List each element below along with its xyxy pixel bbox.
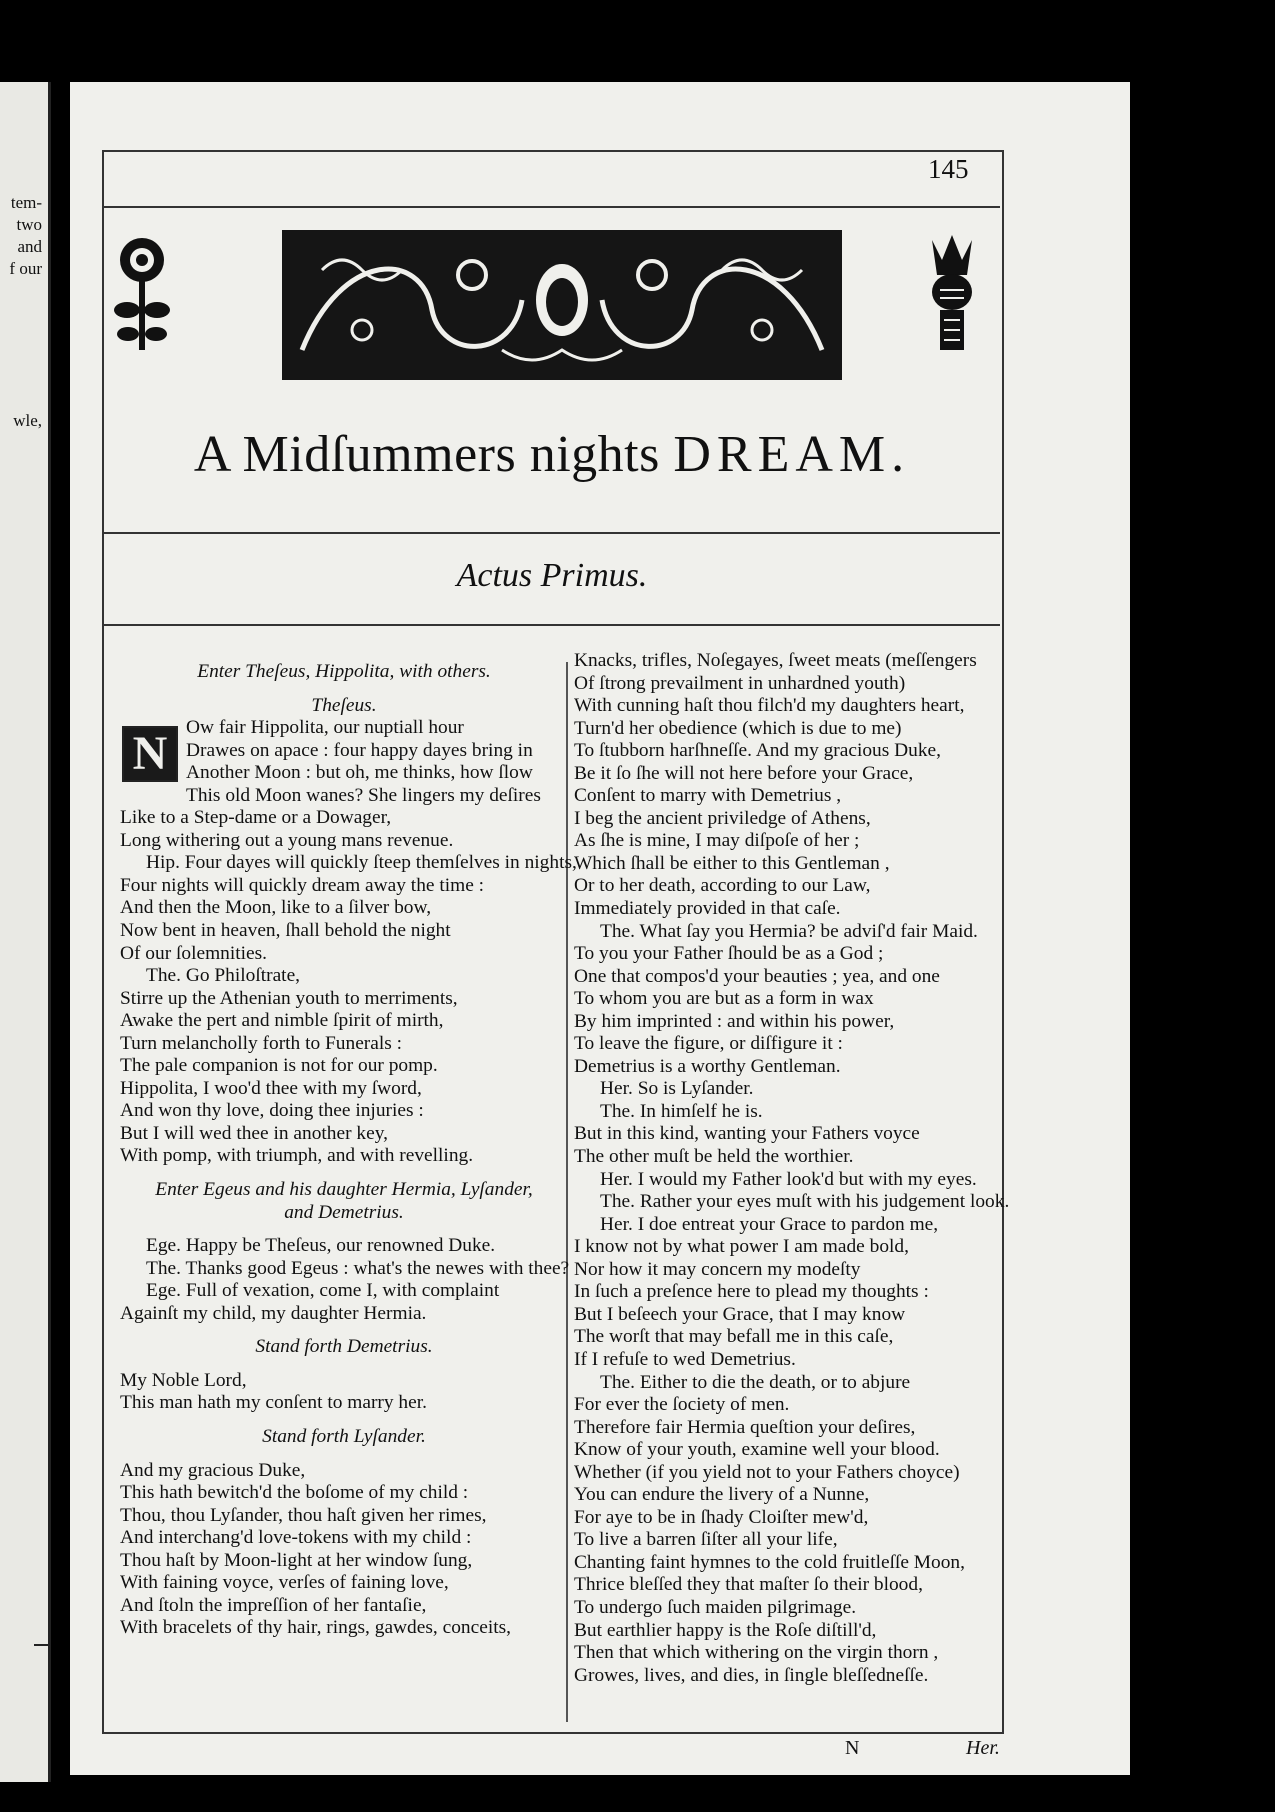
text-line: To whom you are but as a form in wax xyxy=(574,988,874,1010)
text-line: I know not by what power I am made bold, xyxy=(574,1236,909,1258)
text-line: The. Rather your eyes muſt with his judgement look. xyxy=(600,1191,1010,1213)
line-gap xyxy=(120,1325,568,1336)
text-line: The. What ſay you Hermia? be adviſ'd fair Maid. xyxy=(600,920,978,942)
act-heading: Actus Primus. xyxy=(456,557,648,594)
text-line: Ow fair Hippolita, our nuptiall hour xyxy=(186,717,464,739)
text-line: And won thy love, doing thee injuries : xyxy=(120,1100,424,1122)
text-line: Thrice bleſſed they that maſter ſo their blood, xyxy=(574,1574,923,1596)
text-line: Of our ſolemnities. xyxy=(120,942,268,964)
text-line: You can endure the livery of a Nunne, xyxy=(574,1484,870,1506)
text-line: And my gracious Duke, xyxy=(120,1459,306,1481)
header-rule xyxy=(102,206,1000,208)
line-gap xyxy=(120,1224,568,1235)
text-line: Four nights will quickly dream away the time : xyxy=(120,874,485,896)
text-line: Stirre up the Athenian youth to merriments, xyxy=(120,987,458,1009)
adjacent-page-fragment: two xyxy=(16,215,42,234)
text-line: To leave the figure, or diſfigure it : xyxy=(574,1033,843,1055)
text-line: But in this kind, wanting your Fathers voyce xyxy=(574,1123,920,1145)
stage-direction: Enter Egeus and his daughter Hermia, Lyſander, xyxy=(155,1179,533,1201)
adjacent-page-rule xyxy=(34,1644,48,1646)
text-line: And interchang'd love-tokens with my child : xyxy=(120,1527,472,1549)
line-gap xyxy=(120,1449,568,1460)
text-line: To undergo ſuch maiden pilgrimage. xyxy=(574,1596,857,1618)
text-line: Her. So is Lyſander. xyxy=(600,1078,754,1100)
flower-ornament-icon xyxy=(112,230,172,360)
text-line: Turn melancholly forth to Funerals : xyxy=(120,1032,403,1054)
text-line: Thou, thou Lyſander, thou haſt given her rimes, xyxy=(120,1504,487,1526)
thistle-ornament-icon xyxy=(922,230,982,360)
line-gap xyxy=(120,1415,568,1426)
text-line: My Noble Lord, xyxy=(120,1369,247,1391)
text-line: Like to a Step-dame or a Dowager, xyxy=(120,807,392,829)
text-line: Ege. Happy be Theſeus, our renowned Duke. xyxy=(146,1235,496,1257)
act-rule xyxy=(102,624,1000,626)
signature-mark: N xyxy=(845,1737,860,1759)
title-rule xyxy=(102,532,1000,534)
text-line: Another Moon : but oh, me thinks, how ſlow xyxy=(186,762,533,784)
text-line: With faining voyce, verſes of faining love, xyxy=(120,1572,449,1594)
right-text-column xyxy=(574,650,1026,1687)
text-line: Which ſhall be either to this Gentleman , xyxy=(574,852,890,874)
text-line: And ſtoln the impreſſion of her fantaſie, xyxy=(120,1594,427,1616)
text-line: To live a barren ſiſter all your life, xyxy=(574,1529,838,1551)
line-gap xyxy=(120,1359,568,1370)
adjacent-page-fragment: f our xyxy=(9,259,42,278)
text-line: The. Thanks good Egeus : what's the newes with thee? xyxy=(146,1257,570,1279)
text-line: Immediately provided in that caſe. xyxy=(574,898,841,920)
text-line: Hippolita, I woo'd thee with my ſword, xyxy=(120,1077,422,1099)
drop-cap: N xyxy=(122,726,178,782)
text-line: The pale companion is not for our pomp. xyxy=(120,1055,438,1077)
play-title xyxy=(102,425,1002,484)
text-line: I beg the ancient priviledge of Athens, xyxy=(574,807,871,829)
adjacent-page-fragment: and xyxy=(17,237,42,256)
text-line: But earthlier happy is the Roſe diſtill'd, xyxy=(574,1619,877,1641)
text-line: To you your Father ſhould be as a God ; xyxy=(574,943,884,965)
text-line: Drawes on apace : four happy dayes bring in xyxy=(186,739,533,761)
stage-direction: Theſeus. xyxy=(311,694,377,716)
text-line: This hath bewitch'd the boſome of my child : xyxy=(120,1482,469,1504)
play-title-dream: DREAM. xyxy=(673,426,911,483)
text-line: Chanting faint hymnes to the cold fruitleſſe Moon, xyxy=(574,1551,965,1573)
text-line: Her. I doe entreat your Grace to pardon me, xyxy=(600,1213,939,1235)
text-line: The other muſt be held the worthier. xyxy=(574,1146,854,1168)
text-line: Know of your youth, examine well your blood. xyxy=(574,1439,940,1461)
adjacent-page-edge xyxy=(0,82,51,1782)
play-title-main: A Midſummers nights xyxy=(193,426,660,483)
text-line: This man hath my conſent to marry her. xyxy=(120,1392,427,1414)
text-line: Long withering out a young mans revenue. xyxy=(120,829,454,851)
text-line: As ſhe is mine, I may diſpoſe of her ; xyxy=(574,830,860,852)
text-line: Then that which withering on the virgin thorn , xyxy=(574,1642,939,1664)
text-line: For aye to be in ſhady Cloiſter mew'd, xyxy=(574,1506,869,1528)
adjacent-page-fragment: wle, xyxy=(13,411,42,430)
text-line: The. Either to die the death, or to abjure xyxy=(600,1371,911,1393)
page-number: 145 xyxy=(928,154,969,184)
text-line: The. In himſelf he is. xyxy=(600,1100,763,1122)
text-line: But I will wed thee in another key, xyxy=(120,1122,388,1144)
text-line: Turn'd her obedience (which is due to me) xyxy=(574,717,902,739)
text-line: This old Moon wanes? She lingers my deſires xyxy=(186,784,541,806)
text-line: Againſt my child, my daughter Hermia. xyxy=(120,1302,427,1324)
catchword: Her. xyxy=(966,1737,1000,1759)
text-line: Her. I would my Father look'd but with my eyes. xyxy=(600,1168,977,1190)
text-line: Nor how it may concern my modeſty xyxy=(574,1258,861,1280)
text-line: With pomp, with triumph, and with revelling. xyxy=(120,1145,474,1167)
text-line: Or to her death, according to our Law, xyxy=(574,875,871,897)
text-line: But I beſeech your Grace, that I may know xyxy=(574,1303,906,1325)
text-line: Of ſtrong prevailment in unhardned youth) xyxy=(574,672,906,694)
text-line: For ever the ſociety of men. xyxy=(574,1394,790,1416)
stage-direction: and Demetrius. xyxy=(284,1201,404,1223)
text-line: Hip. Four dayes will quickly ſteep themſelves in nights, xyxy=(146,852,577,874)
text-line: Knacks, trifles, Noſegayes, ſweet meats (meſſengers xyxy=(574,650,977,671)
left-text-column xyxy=(120,661,577,1640)
line-gap xyxy=(120,1168,568,1179)
line-gap xyxy=(120,684,568,695)
text-line: If I refuſe to wed Demetrius. xyxy=(574,1348,796,1370)
text-line: Thou haſt by Moon-light at her window ſung, xyxy=(120,1549,473,1571)
text-line: In ſuch a preſence here to plead my thoughts : xyxy=(574,1281,929,1303)
text-line: Be it ſo ſhe will not here before your Grace, xyxy=(574,762,914,784)
adjacent-page-fragment: tem- xyxy=(10,193,42,212)
text-line: One that compos'd your beauties ; yea, and one xyxy=(574,965,940,987)
text-line: Therefore fair Hermia queſtion your deſires, xyxy=(574,1416,916,1438)
text-line: Awake the pert and nimble ſpirit of mirth, xyxy=(120,1010,444,1032)
text-line: Conſent to marry with Demetrius , xyxy=(574,785,842,807)
text-line: Whether (if you yield not to your Fathers choyce) xyxy=(574,1461,960,1483)
headpiece-ornament-icon xyxy=(282,230,842,380)
text-line: Ege. Full of vexation, come I, with complaint xyxy=(146,1280,500,1302)
text-line: Growes, lives, and dies, in ſingle bleſſedneſſe. xyxy=(574,1664,929,1686)
text-line: With cunning haſt thou filch'd my daughters heart, xyxy=(574,695,965,717)
text-line: To ſtubborn harſhneſſe. And my gracious Duke, xyxy=(574,740,941,762)
text-line: The. Go Philoſtrate, xyxy=(146,965,301,987)
stage-direction: Stand forth Demetrius. xyxy=(255,1336,433,1358)
text-line: Now bent in heaven, ſhall behold the night xyxy=(120,920,451,942)
stage-direction: Stand forth Lyſander. xyxy=(262,1425,426,1447)
text-line: And then the Moon, like to a ſilver bow, xyxy=(120,897,432,919)
text-line: The worſt that may befall me in this caſe, xyxy=(574,1326,894,1348)
text-line: By him imprinted : and within his power, xyxy=(574,1010,895,1032)
stage-direction: Enter Theſeus, Hippolita, with others. xyxy=(197,661,491,682)
text-line: With bracelets of thy hair, rings, gawdes, conceits, xyxy=(120,1617,511,1639)
text-line: Demetrius is a worthy Gentleman. xyxy=(574,1055,841,1077)
